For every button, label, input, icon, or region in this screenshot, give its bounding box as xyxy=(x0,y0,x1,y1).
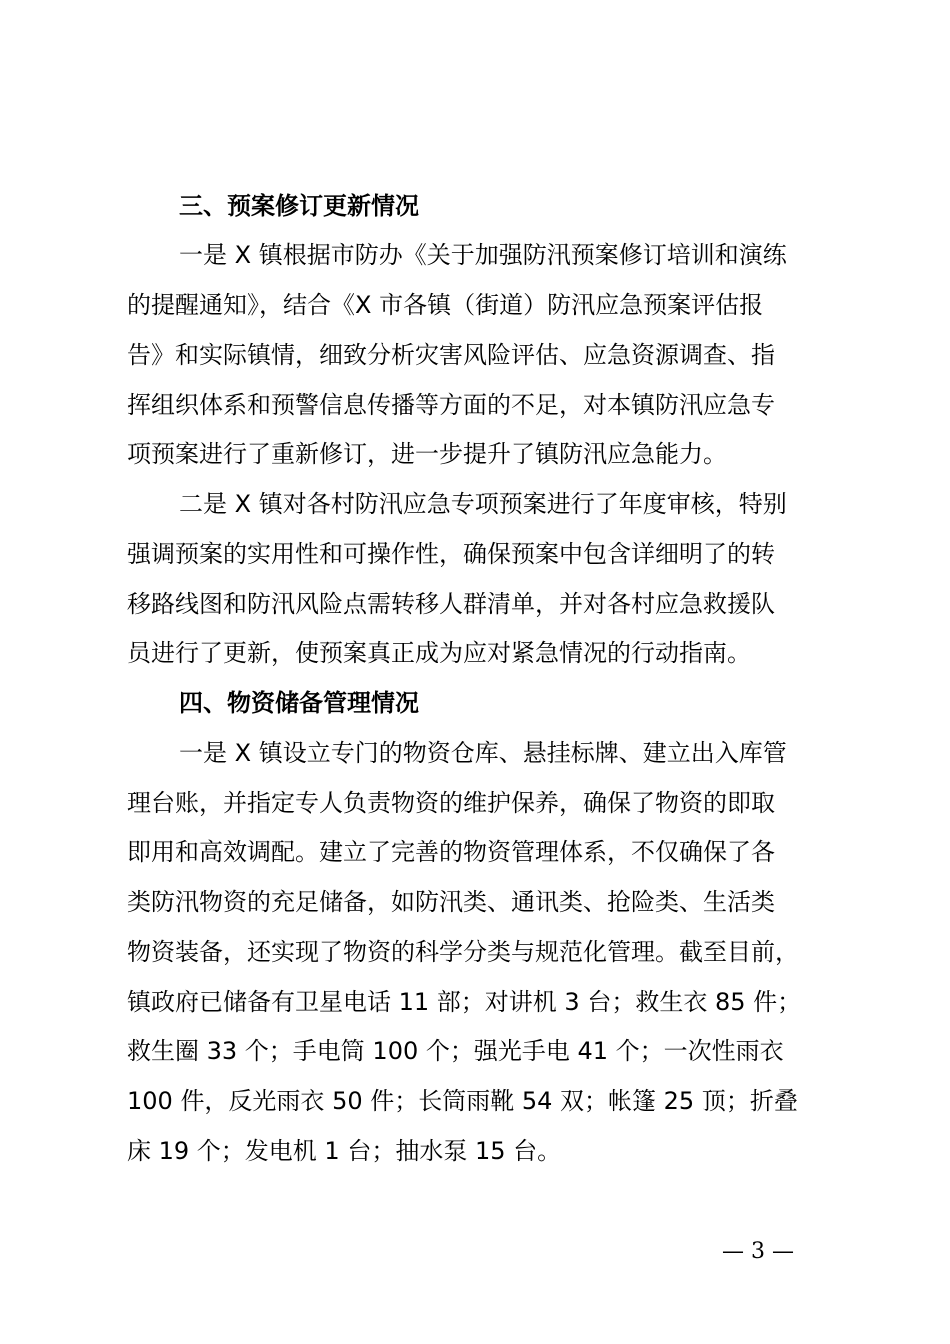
paragraph-line: 即用和高效调配。建立了完善的物资管理体系，不仅确保了各 xyxy=(127,838,775,866)
paragraph-line: 挥组织体系和预警信息传播等方面的不足，对本镇防汛应急专 xyxy=(127,391,775,419)
paragraph-line: 类防汛物资的充足储备，如防汛类、通讯类、抢险类、生活类 xyxy=(127,888,775,916)
paragraph-line: 物资装备，还实现了物资的科学分类与规范化管理。截至目前， xyxy=(127,938,799,966)
paragraph-line: 强调预案的实用性和可操作性，确保预案中包含详细明了的转 xyxy=(127,540,775,568)
paragraph-line: 理台账，并指定专人负责物资的维护保养，确保了物资的即取 xyxy=(127,789,775,817)
paragraph-line: 镇政府已储备有卫星电话 11 部；对讲机 3 台；救生衣 85 件； xyxy=(127,988,802,1016)
page-number: — 3 — xyxy=(722,1239,794,1264)
paragraph-line: 二是 X 镇对各村防汛应急专项预案进行了年度审核，特别 xyxy=(179,490,787,518)
paragraph-line: 床 19 个；发电机 1 台；抽水泵 15 台。 xyxy=(127,1137,562,1165)
paragraph-line: 项预案进行了重新修订，进一步提升了镇防汛应急能力。 xyxy=(127,440,727,468)
paragraph-line: 100 件，反光雨衣 50 件；长筒雨靴 54 双；帐篷 25 顶；折叠 xyxy=(127,1087,798,1115)
paragraph-line: 一是 X 镇根据市防办《关于加强防汛预案修订培训和演练 xyxy=(179,241,787,269)
paragraph-line: 的提醒通知》，结合《X 市各镇（街道）防汛应急预案评估报 xyxy=(127,291,764,319)
section-heading-4: 四、物资储备管理情况 xyxy=(179,689,419,717)
paragraph-line: 告》和实际镇情，细致分析灾害风险评估、应急资源调查、指 xyxy=(127,341,775,369)
section-heading-3: 三、预案修订更新情况 xyxy=(179,192,419,220)
paragraph-line: 一是 X 镇设立专门的物资仓库、悬挂标牌、建立出入库管 xyxy=(179,739,787,767)
paragraph-line: 救生圈 33 个；手电筒 100 个；强光手电 41 个；一次性雨衣 xyxy=(127,1037,784,1065)
paragraph-line: 员进行了更新，使预案真正成为应对紧急情况的行动指南。 xyxy=(127,639,751,667)
paragraph-line: 移路线图和防汛风险点需转移人群清单，并对各村应急救援队 xyxy=(127,590,775,618)
